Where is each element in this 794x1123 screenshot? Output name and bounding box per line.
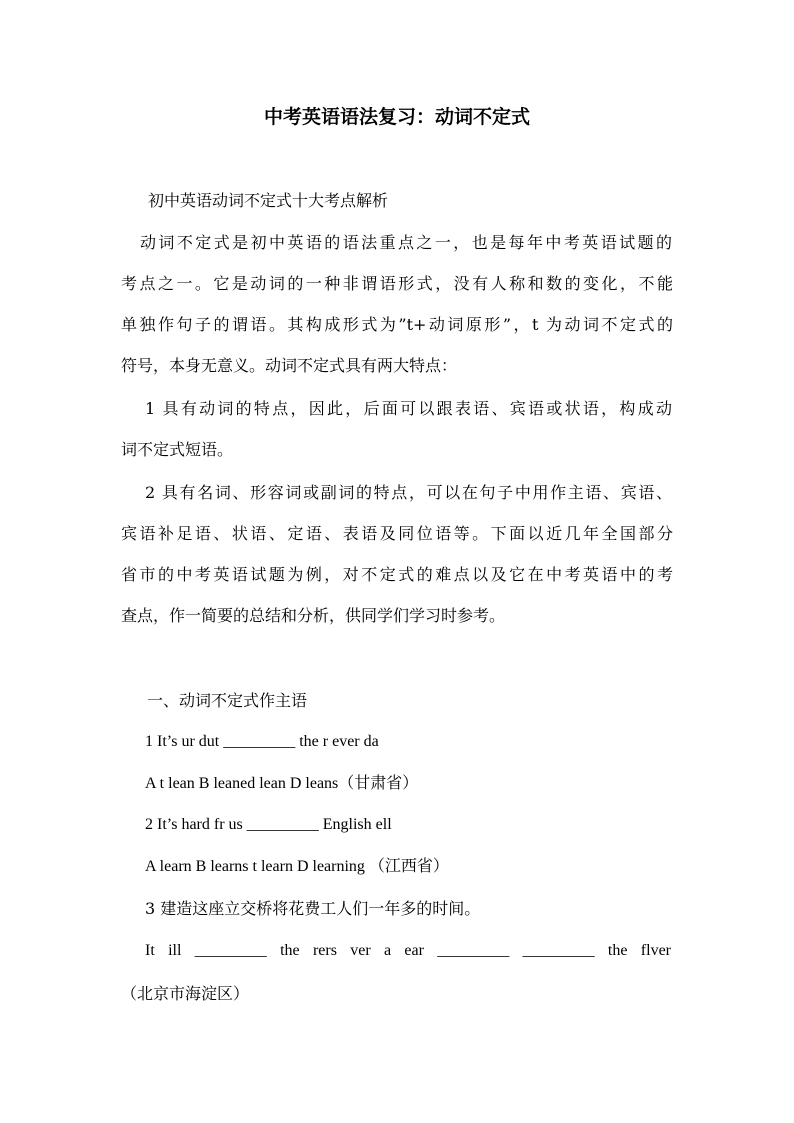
question-2-options: A learn B learns t learn D learning （江西省） bbox=[145, 858, 449, 875]
intro-line-3: 单独作句子的谓语。其构成形式为”t+动词原形”，t 为动词不定式的 bbox=[121, 315, 673, 334]
question-2-text: 2 It’s hard fr us _________ English ell bbox=[145, 816, 392, 833]
question-3-source: （北京市海淀区） bbox=[121, 984, 250, 1003]
intro-line-4: 符号，本身无意义。动词不定式具有两大特点： bbox=[121, 356, 458, 375]
feature1-line-2: 词不定式短语。 bbox=[121, 440, 234, 459]
subtitle: 初中英语动词不定式十大考点解析 bbox=[148, 191, 389, 210]
feature2-line-3: 省市的中考英语试题为例，对不定式的难点以及它在中考英语中的考 bbox=[121, 565, 673, 584]
intro-line-1: 动词不定式是初中英语的语法重点之一，也是每年中考英语试题的 bbox=[140, 233, 672, 252]
feature2-line-1: 2 具有名词、形容词或副词的特点，可以在句子中用作主语、宾语、 bbox=[145, 483, 672, 502]
question-1-options: A t lean B leaned lean D leans（甘肃省） bbox=[145, 775, 419, 792]
feature1-line-1: 1 具有动词的特点，因此，后面可以跟表语、宾语或状语，构成动 bbox=[145, 399, 672, 418]
section1-heading: 一、动词不定式作主语 bbox=[147, 691, 308, 710]
intro-line-2: 考点之一。它是动词的一种非谓语形式，没有人称和数的变化，不能 bbox=[121, 274, 673, 293]
feature2-line-2: 宾语补足语、状语、定语、表语及同位语等。下面以近几年全国部分 bbox=[121, 524, 673, 543]
document-title: 中考英语语法复习：动词不定式 bbox=[263, 106, 530, 128]
feature2-line-4: 查点，作一简要的总结和分析，供同学们学习时参考。 bbox=[121, 606, 506, 625]
question-1-text: 1 It’s ur dut _________ the r ever da bbox=[145, 733, 379, 750]
question-3-text: 3 建造这座立交桥将花费工人们一年多的时间。 bbox=[145, 899, 481, 918]
question-3-english: It ill _________ the rers ver a ear _________ _________ the flver bbox=[145, 942, 671, 959]
